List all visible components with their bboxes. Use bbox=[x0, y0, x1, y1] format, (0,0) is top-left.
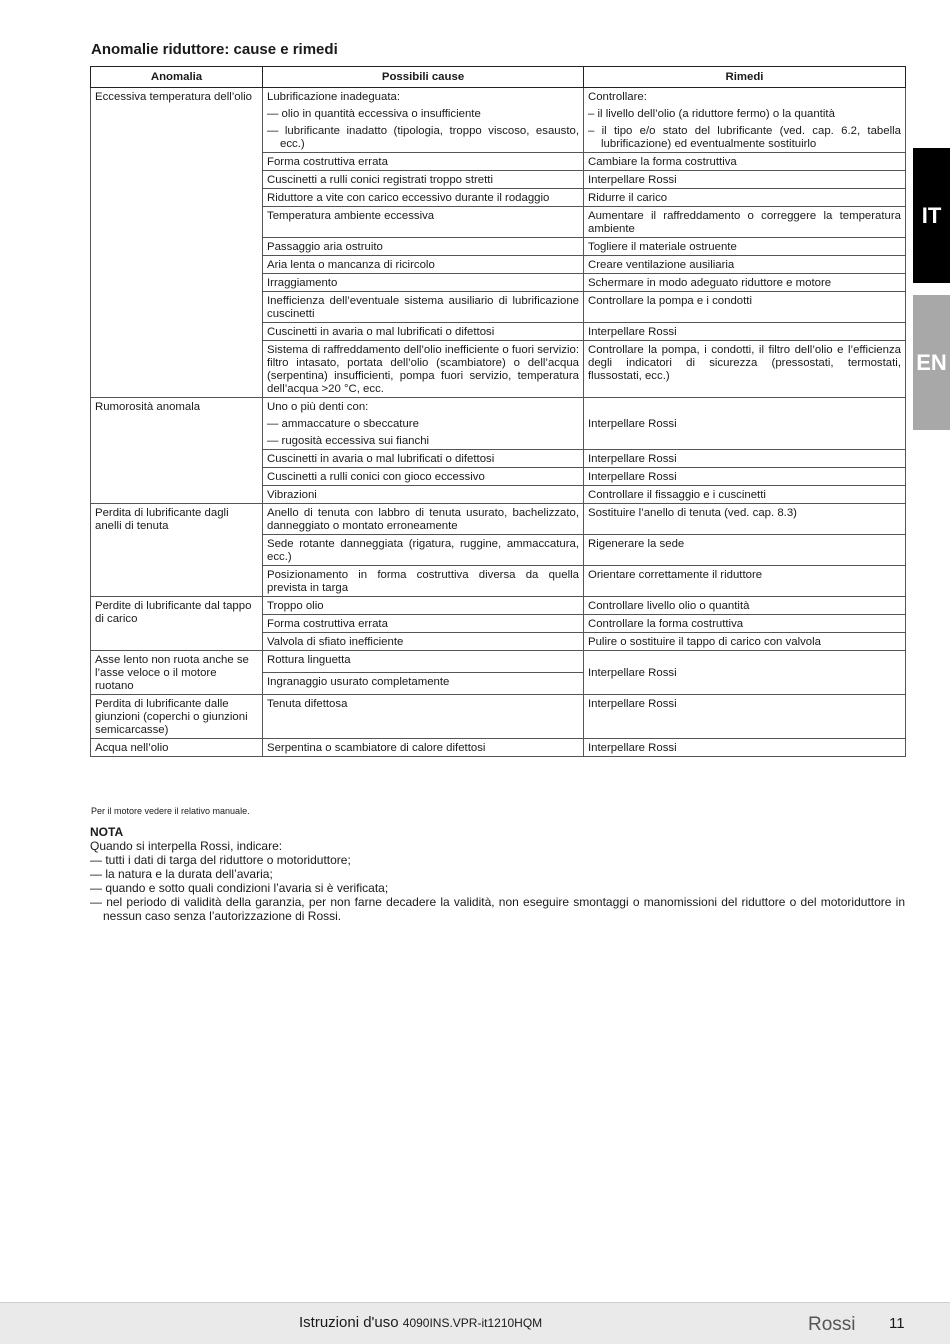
page-number: 11 bbox=[889, 1315, 905, 1332]
cell-text: Schermare in modo adeguato riduttore e motore bbox=[588, 277, 832, 289]
cause-cell bbox=[263, 651, 584, 673]
cause-cell bbox=[263, 468, 584, 486]
cell-text: Cuscinetti in avaria o mal lubrificati o difettosi bbox=[267, 326, 495, 338]
cell-text: Anello di tenuta con labbro di tenuta usurato, bachelizzato, danneggiato o montato erroneamente bbox=[267, 507, 579, 532]
anomaly-cell: Perdita di lubrificante dalle giunzioni (coperchi o giunzioni semicarcasse) bbox=[91, 695, 263, 739]
cell-text: Cuscinetti in avaria o mal lubrificati o difettosi bbox=[267, 453, 495, 465]
table-row bbox=[91, 695, 906, 739]
cause-cell bbox=[263, 323, 584, 341]
cause-cell bbox=[263, 274, 584, 292]
cell-text: Controllare il fissaggio e i cuscinetti bbox=[588, 489, 766, 501]
cell-text: Valvola di sfiato inefficiente bbox=[267, 636, 404, 648]
cell-text: Interpellare Rossi bbox=[588, 698, 677, 710]
cell-text: Controllare la forma costruttiva bbox=[588, 618, 744, 630]
cause-cell bbox=[263, 566, 584, 597]
cell-text: Lubrificazione inadeguata: bbox=[267, 91, 400, 103]
cause-cell bbox=[263, 292, 584, 323]
anomaly-cell: Perdite di lubrificante dal tappo di carico bbox=[91, 597, 263, 651]
note-item: — nel periodo di validità della garanzia, per non farne decadere la validità, non eseguire smontaggi o manomissioni del riduttore o del motoriduttore in nessun caso senza l’autorizzazione di Rossi. bbox=[90, 895, 905, 923]
cell-text: Forma costruttiva errata bbox=[267, 156, 388, 168]
remedy-cell bbox=[584, 256, 906, 274]
table-row bbox=[91, 651, 906, 673]
anomaly-cell: Rumorosità anomala bbox=[91, 398, 263, 504]
table-row bbox=[91, 398, 906, 450]
cause-cell bbox=[263, 615, 584, 633]
footer-brand-logo: Rossi bbox=[808, 1314, 856, 1335]
cause-cell bbox=[263, 739, 584, 757]
note-title: NOTA bbox=[90, 825, 124, 839]
remedy-cell bbox=[584, 341, 906, 398]
remedy-cell bbox=[584, 88, 906, 153]
cell-text: Cuscinetti a rulli conici registrati troppo stretti bbox=[267, 174, 493, 186]
cause-cell bbox=[263, 633, 584, 651]
header-causes: Possibili cause bbox=[263, 67, 584, 88]
cell-text: Rigenerare la sede bbox=[588, 538, 685, 550]
cell-text: Controllare livello olio o quantità bbox=[588, 600, 750, 612]
cause-cell bbox=[263, 398, 584, 450]
cell-text: Ridurre il carico bbox=[588, 192, 668, 204]
cause-cell bbox=[263, 207, 584, 238]
page-title: Anomalie riduttore: cause e rimedi bbox=[91, 41, 338, 58]
cell-text: Uno o più denti con: bbox=[267, 401, 369, 413]
note-item: — tutti i dati di targa del riduttore o motoriduttore; bbox=[90, 853, 351, 867]
anomalies-table-body bbox=[91, 88, 906, 757]
cell-text: Inefficienza dell’eventuale sistema ausiliario di lubrificazione cuscinetti bbox=[267, 295, 579, 320]
remedy-cell bbox=[584, 274, 906, 292]
cause-cell bbox=[263, 597, 584, 615]
cell-text: Orientare correttamente il riduttore bbox=[588, 569, 763, 581]
cell-text: Controllare la pompa e i condotti bbox=[588, 295, 752, 307]
anomaly-cell: Perdita di lubrificante dagli anelli di tenuta bbox=[91, 504, 263, 597]
remedy-cell bbox=[584, 695, 906, 739]
language-tab-en[interactable]: EN bbox=[913, 295, 950, 430]
cell-text: Controllare la pompa, i condotti, il filtro dell’olio e l’efficienza degli indicatori di sicurezza (pressostati, termostati, flussostati, ecc.) bbox=[588, 344, 901, 382]
cell-text: — rugosità eccessiva sui fianchi bbox=[267, 435, 430, 447]
cell-text: Troppo olio bbox=[267, 600, 324, 612]
cell-text: Pulire o sostituire il tappo di carico con valvola bbox=[588, 636, 821, 648]
cell-text: Tenuta difettosa bbox=[267, 698, 348, 710]
cell-text: Temperatura ambiente eccessiva bbox=[267, 210, 435, 222]
cause-cell bbox=[263, 695, 584, 739]
footer-doc-code: 4090INS.VPR-it1210HQM bbox=[402, 1316, 543, 1330]
cause-cell bbox=[263, 171, 584, 189]
table-row bbox=[91, 88, 906, 153]
cell-text: Cuscinetti a rulli conici con gioco eccessivo bbox=[267, 471, 485, 483]
cell-text: Sede rotante danneggiata (rigatura, ruggine, ammaccatura, ecc.) bbox=[267, 538, 579, 563]
remedy-cell bbox=[584, 153, 906, 171]
cell-text: Aumentare il raffreddamento o correggere la temperatura ambiente bbox=[588, 210, 901, 235]
remedy-cell bbox=[584, 615, 906, 633]
cell-text: — ammaccature o sbeccature bbox=[267, 418, 419, 430]
cell-text: Creare ventilazione ausiliaria bbox=[588, 259, 735, 271]
cell-text: Interpellare Rossi bbox=[588, 453, 677, 465]
remedy-cell bbox=[584, 468, 906, 486]
anomalies-table bbox=[90, 66, 906, 757]
remedy-cell bbox=[584, 566, 906, 597]
cause-cell bbox=[263, 450, 584, 468]
cell-text: Interpellare Rossi bbox=[588, 326, 677, 338]
note-intro: Quando si interpella Rossi, indicare: bbox=[90, 839, 283, 853]
remedy-cell bbox=[584, 535, 906, 566]
remedy-cell bbox=[584, 486, 906, 504]
note-item: — la natura e la durata dell’avaria; bbox=[90, 867, 273, 881]
header-anomaly: Anomalia bbox=[91, 67, 263, 88]
cell-text: Riduttore a vite con carico eccessivo durante il rodaggio bbox=[267, 192, 550, 204]
remedy-cell bbox=[584, 633, 906, 651]
header-remedies: Rimedi bbox=[584, 67, 906, 88]
table-row bbox=[91, 597, 906, 615]
remedy-cell bbox=[584, 651, 906, 695]
remedy-cell bbox=[584, 238, 906, 256]
cell-text: — lubrificante inadatto (tipologia, troppo viscoso, esausto, ecc.) bbox=[267, 125, 579, 150]
cell-text: Vibrazioni bbox=[267, 489, 317, 501]
anomaly-cell: Acqua nell’olio bbox=[91, 739, 263, 757]
cell-text: Forma costruttiva errata bbox=[267, 618, 388, 630]
cell-text: Interpellare Rossi bbox=[588, 742, 677, 754]
remedy-cell bbox=[584, 207, 906, 238]
remedy-cell bbox=[584, 739, 906, 757]
cell-text: — olio in quantità eccessiva o insufficiente bbox=[267, 108, 481, 120]
footer-doc-label: Istruzioni d'uso bbox=[299, 1314, 399, 1331]
cause-cell bbox=[263, 189, 584, 207]
cause-cell bbox=[263, 88, 584, 153]
cell-text: Irraggiamento bbox=[267, 277, 338, 289]
cause-cell bbox=[263, 341, 584, 398]
cell-text: Aria lenta o mancanza di ricircolo bbox=[267, 259, 435, 271]
cell-text: Interpellare Rossi bbox=[588, 667, 677, 679]
cell-text: Togliere il materiale ostruente bbox=[588, 241, 737, 253]
cell-text: Rottura linguetta bbox=[267, 654, 351, 666]
cell-text: – il livello dell’olio (a riduttore fermo) o la quantità bbox=[588, 108, 835, 120]
note-block bbox=[90, 825, 905, 923]
page-footer bbox=[0, 1302, 950, 1344]
anomaly-cell: Asse lento non ruota anche se l’asse veloce o il motore ruotano bbox=[91, 651, 263, 695]
cell-text: Posizionamento in forma costruttiva diversa da quella prevista in targa bbox=[267, 569, 579, 594]
cell-text: Sostituire l’anello di tenuta (ved. cap. 8.3) bbox=[588, 507, 797, 519]
cause-cell bbox=[263, 535, 584, 566]
table-row bbox=[91, 504, 906, 535]
cell-text: Interpellare Rossi bbox=[588, 418, 677, 430]
remedy-cell bbox=[584, 450, 906, 468]
cell-text: Cambiare la forma costruttiva bbox=[588, 156, 737, 168]
cell-text: Interpellare Rossi bbox=[588, 174, 677, 186]
cause-cell bbox=[263, 153, 584, 171]
cell-text: Interpellare Rossi bbox=[588, 471, 677, 483]
note-item: — quando e sotto quali condizioni l’avaria si è verificata; bbox=[90, 881, 389, 895]
remedy-cell bbox=[584, 597, 906, 615]
cause-cell bbox=[263, 504, 584, 535]
cell-text: – il tipo e/o stato del lubrificante (ved. cap. 6.2, tabella lubrificazione) ed eventualmente sostituirlo bbox=[588, 125, 901, 150]
language-tab-it[interactable]: IT bbox=[913, 148, 950, 283]
cause-cell bbox=[263, 238, 584, 256]
remedy-cell bbox=[584, 171, 906, 189]
remedy-cell bbox=[584, 398, 906, 450]
remedy-cell bbox=[584, 504, 906, 535]
footer-doc-title bbox=[299, 1314, 542, 1331]
remedy-cell bbox=[584, 292, 906, 323]
cell-text: Passaggio aria ostruito bbox=[267, 241, 383, 253]
cause-cell bbox=[263, 673, 584, 695]
remedy-cell bbox=[584, 189, 906, 207]
footnote: Per il motore vedere il relativo manuale. bbox=[91, 806, 250, 816]
remedy-cell bbox=[584, 323, 906, 341]
table-header-row bbox=[91, 67, 906, 88]
cause-cell bbox=[263, 256, 584, 274]
anomaly-cell: Eccessiva temperatura dell’olio bbox=[91, 88, 263, 398]
table-row bbox=[91, 739, 906, 757]
cell-text: Controllare: bbox=[588, 91, 647, 103]
cell-text: Ingranaggio usurato completamente bbox=[267, 676, 450, 688]
cell-text: Sistema di raffreddamento dell’olio inefficiente o fuori servizio: filtro intasato, portata dell’olio (scambiatore) o dell’acqua (serpentina) insufficienti, pompa fuori servizio, temperatura dell’acqua >20 °C, ecc. bbox=[267, 344, 579, 395]
cause-cell bbox=[263, 486, 584, 504]
cell-text: Serpentina o scambiatore di calore difettosi bbox=[267, 742, 486, 754]
